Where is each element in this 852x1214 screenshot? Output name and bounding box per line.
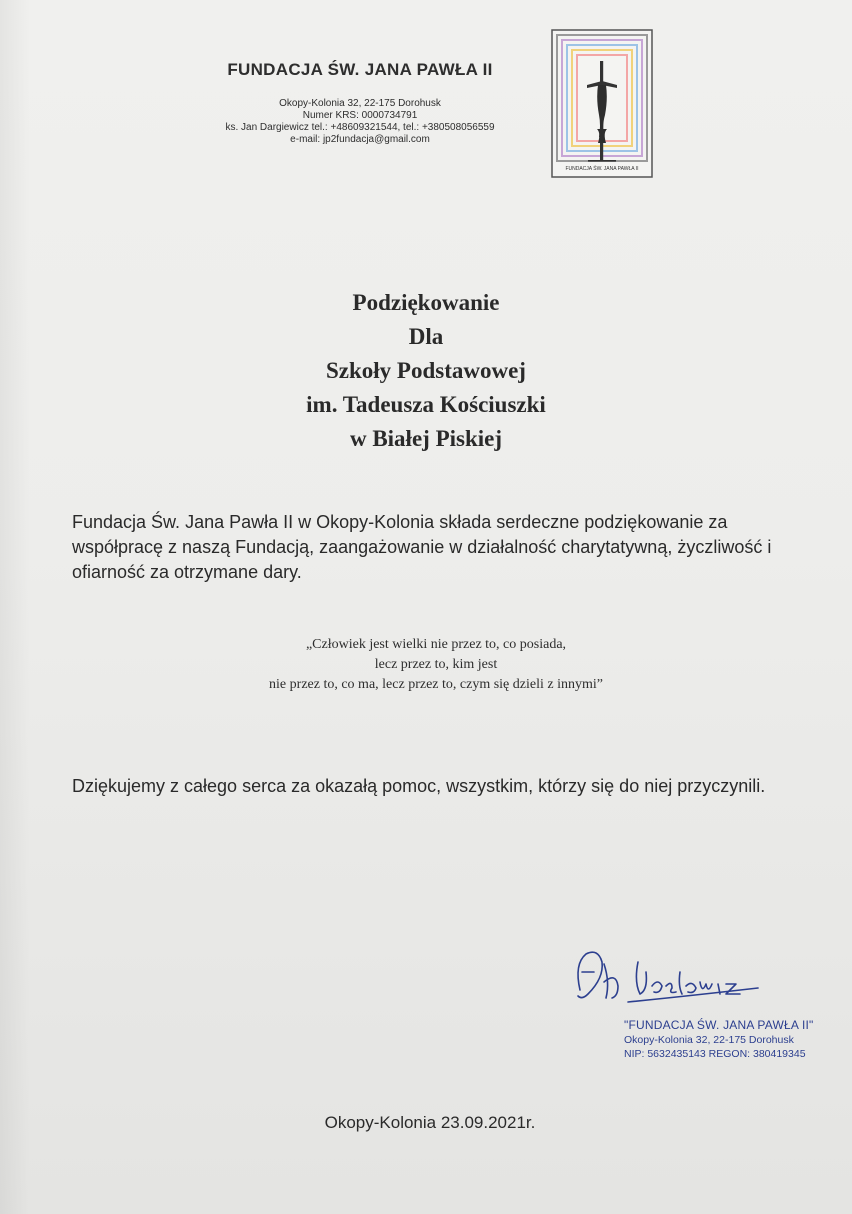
title-line-town: w Białej Piskiej xyxy=(349,426,503,451)
stamp-ids: NIP: 5632435143 REGON: 380419345 xyxy=(624,1048,806,1060)
quote-block xyxy=(176,635,696,695)
stamp-address: Okopy-Kolonia 32, 22-175 Dorohusk xyxy=(624,1034,794,1046)
stamp-name: "FUNDACJA ŚW. JANA PAWŁA II" xyxy=(624,1018,814,1032)
organization-name: FUNDACJA ŚW. JANA PAWŁA II xyxy=(227,60,493,79)
handwritten-signature xyxy=(568,942,768,1012)
quote-line-2: lecz przez to, kim jest xyxy=(374,657,498,672)
krs-line: Numer KRS: 0000734791 xyxy=(302,110,418,121)
place-and-date: Okopy-Kolonia 23.09.2021r. xyxy=(324,1113,536,1132)
email-line: e-mail: jp2fundacja@gmail.com xyxy=(290,134,430,145)
phone-line: ks. Jan Dargiewicz tel.: +48609321544, tel.: +380508056559 xyxy=(225,122,495,133)
title-line-school: Szkoły Podstawowej xyxy=(326,358,526,383)
foundation-logo xyxy=(551,29,653,178)
closing-paragraph: Dziękujemy z całego serca za okazałą pomoc, wszystkim, którzy się do niej przyczynili. xyxy=(72,776,766,796)
thanks-paragraph: Fundacja Św. Jana Pawła II w Okopy-Kolonia składa serdeczne podziękowanie za współpracę z naszą Fundacją, zaangażowanie w działalność charytatywną, życzliwość i ofiarność za otrzymane dary. xyxy=(72,512,772,582)
address-line: Okopy-Kolonia 32, 22-175 Dorohusk xyxy=(279,98,441,109)
title-line-thanks: Podziękowanie xyxy=(352,290,500,315)
letterhead xyxy=(180,60,540,146)
foundation-stamp xyxy=(624,1018,834,1061)
title-line-patron: im. Tadeusza Kościuszki xyxy=(306,392,546,417)
quote-line-3: nie przez to, co ma, lecz przez to, czym się dzieli z innymi” xyxy=(269,677,603,692)
logo-caption: FUNDACJA ŚW. JANA PAWŁA II xyxy=(565,166,639,172)
title-line-for: Dla xyxy=(408,324,444,349)
quote-line-1: „Człowiek jest wielki nie przez to, co posiada, xyxy=(305,637,567,652)
document-title xyxy=(226,286,626,456)
